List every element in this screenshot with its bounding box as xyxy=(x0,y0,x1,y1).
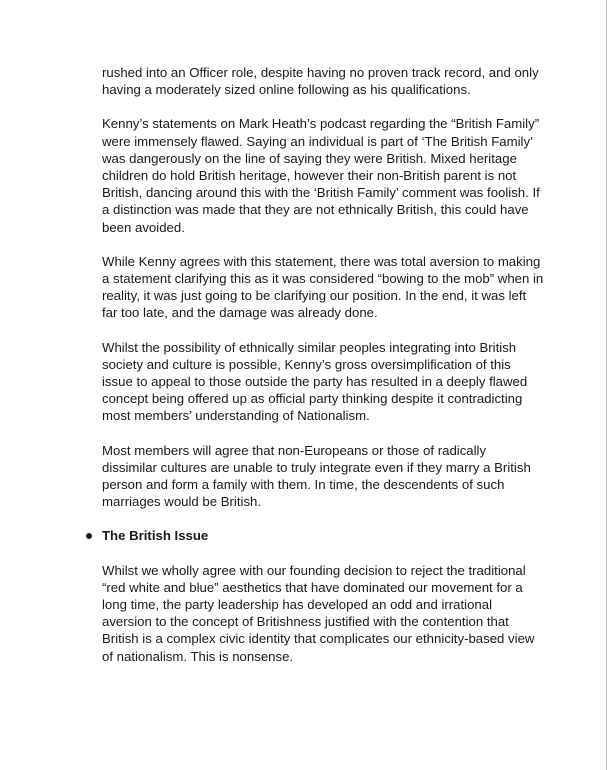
paragraph-clarification-aversion: While Kenny agrees with this statement, there was total aversion to making a statement clarifying this as it was considered “bowing to the mob” when in reality, it was just going to be clarifying our position. In the end, it was left far too late, and the damage was already done. xyxy=(102,253,544,321)
bullet-icon xyxy=(86,533,92,539)
section-heading: The British Issue xyxy=(102,528,209,544)
document-body xyxy=(102,64,544,682)
paragraph-members-agree: Most members will agree that non-Europeans or those of radically dissimilar cultures are unable to truly integrate even if they marry a British person and form a family with them. In time, the descendents of such marriages would be British. xyxy=(102,442,531,510)
paragraph-british-issue: Whilst we wholly agree with our founding decision to reject the traditional “red white and blue” aesthetics that have dominated our movement for a long time, the party leadership has developed an odd and irrational aversion to the concept of Britishness justified with the contention that British is a complex civic identity that complicates our ethnicity-based view of nationalism. This is nonsense. xyxy=(102,562,535,664)
paragraph-podcast-statements: Kenny’s statements on Mark Heath’s podcast regarding the “British Family” were immensely flawed. Saying an individual is part of ‘The British Family’ was dangerously on the line of saying they were British. Mixed heritage children do hold British heritage, however their non-British parent is not British, dancing around this with the ‘British Family’ comment was foolish. If a distinction was made that they are not ethnically British, this could have been avoided. xyxy=(102,116,540,235)
paragraph-officer-role: rushed into an Officer role, despite having no proven track record, and only having a moderately sized online following as his qualifications. xyxy=(102,65,539,98)
paragraph-integration-oversimplification: Whilst the possibility of ethnically similar peoples integrating into British society and culture is possible, Kenny’s gross oversimplification of this issue to appeal to those outside the party has resulted in a deeply flawed concept being offered up as official party thinking despite it contradicting most members’ understanding of Nationalism. xyxy=(102,339,528,424)
section-heading-bullet xyxy=(102,527,544,544)
